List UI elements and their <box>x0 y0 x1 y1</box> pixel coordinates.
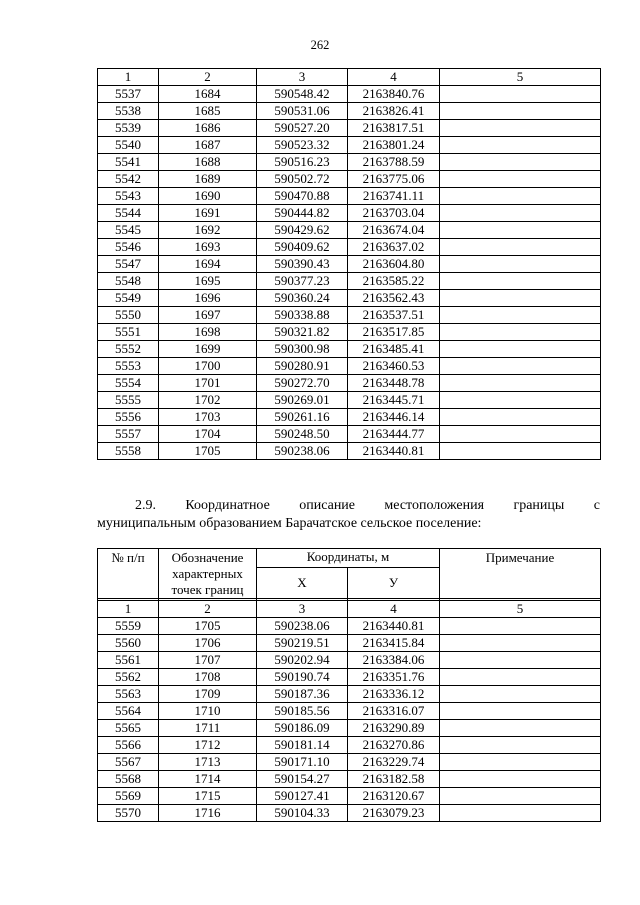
coord-x-cell: 590127.41 <box>257 788 348 805</box>
page-number: 262 <box>310 38 330 52</box>
table-row <box>98 307 601 324</box>
point-number-cell: 5542 <box>98 171 159 188</box>
coord-x-cell: 590185.56 <box>257 703 348 720</box>
column-number-cell: 2 <box>159 69 257 86</box>
coord-x-cell: 590470.88 <box>257 188 348 205</box>
coord-x-cell: 590321.82 <box>257 324 348 341</box>
heading-word: местоположения <box>384 498 485 513</box>
table-row <box>98 754 601 771</box>
table-row <box>98 358 601 375</box>
table-row <box>98 635 601 652</box>
coord-x-cell: 590238.06 <box>257 618 348 635</box>
column-number-cell: 5 <box>440 601 601 618</box>
coord-y-cell: 2163445.71 <box>348 392 440 409</box>
note-cell <box>440 788 601 805</box>
point-number-cell: 5537 <box>98 86 159 103</box>
coord-x-cell: 590238.06 <box>257 443 348 460</box>
coord-y-cell: 2163182.58 <box>348 771 440 788</box>
table-row <box>98 652 601 669</box>
note-cell <box>440 720 601 737</box>
column-number-cell: 5 <box>440 69 601 86</box>
coord-x-cell: 590516.23 <box>257 154 348 171</box>
table-row <box>98 703 601 720</box>
coord-y-cell: 2163703.04 <box>348 205 440 222</box>
coord-x-cell: 590280.91 <box>257 358 348 375</box>
column-number-cell: 4 <box>348 69 440 86</box>
point-number-cell: 5556 <box>98 409 159 426</box>
note-cell <box>440 188 601 205</box>
point-number-cell: 5550 <box>98 307 159 324</box>
note-cell <box>440 154 601 171</box>
coord-y-cell: 2163840.76 <box>348 86 440 103</box>
point-number-cell: 5548 <box>98 273 159 290</box>
boundary-point-cell: 1685 <box>159 103 257 120</box>
note-cell <box>440 171 601 188</box>
note-cell <box>440 635 601 652</box>
coord-y-cell: 2163270.86 <box>348 737 440 754</box>
note-cell <box>440 103 601 120</box>
coord-x-cell: 590261.16 <box>257 409 348 426</box>
heading-word: с <box>593 498 600 513</box>
boundary-point-cell: 1711 <box>159 720 257 737</box>
table-row <box>98 86 601 103</box>
header-num: № п/п <box>98 549 159 599</box>
coord-y-cell: 2163316.07 <box>348 703 440 720</box>
heading-word: описание <box>299 498 356 513</box>
note-cell <box>440 426 601 443</box>
boundary-point-cell: 1693 <box>159 239 257 256</box>
coord-y-cell: 2163537.51 <box>348 307 440 324</box>
table-row <box>98 290 601 307</box>
note-cell <box>440 375 601 392</box>
point-number-cell: 5568 <box>98 771 159 788</box>
boundary-point-cell: 1712 <box>159 737 257 754</box>
point-number-cell: 5544 <box>98 205 159 222</box>
coord-x-cell: 590523.32 <box>257 137 348 154</box>
boundary-point-cell: 1716 <box>159 805 257 822</box>
point-number-cell: 5562 <box>98 669 159 686</box>
point-number-cell: 5565 <box>98 720 159 737</box>
coord-y-cell: 2163229.74 <box>348 754 440 771</box>
point-number-cell: 5545 <box>98 222 159 239</box>
column-number-cell: 4 <box>348 601 440 618</box>
point-number-cell: 5555 <box>98 392 159 409</box>
note-cell <box>440 222 601 239</box>
boundary-point-cell: 1702 <box>159 392 257 409</box>
note-cell <box>440 652 601 669</box>
header-row-1 <box>98 549 601 568</box>
note-cell <box>440 239 601 256</box>
note-cell <box>440 805 601 822</box>
coord-x-cell: 590171.10 <box>257 754 348 771</box>
coord-x-cell: 590190.74 <box>257 669 348 686</box>
coord-y-cell: 2163290.89 <box>348 720 440 737</box>
column-number-row <box>98 69 601 86</box>
boundary-point-cell: 1714 <box>159 771 257 788</box>
boundary-point-cell: 1706 <box>159 635 257 652</box>
boundary-point-cell: 1710 <box>159 703 257 720</box>
point-number-cell: 5553 <box>98 358 159 375</box>
point-number-cell: 5554 <box>98 375 159 392</box>
point-number-cell: 5539 <box>98 120 159 137</box>
note-cell <box>440 256 601 273</box>
table-row <box>98 720 601 737</box>
note-cell <box>440 703 601 720</box>
coord-y-cell: 2163120.67 <box>348 788 440 805</box>
coord-x-cell: 590444.82 <box>257 205 348 222</box>
heading-word: Координатное <box>185 498 270 513</box>
table-row <box>98 443 601 460</box>
coord-x-cell: 590338.88 <box>257 307 348 324</box>
table-row <box>98 805 601 822</box>
boundary-point-cell: 1705 <box>159 618 257 635</box>
table-row <box>98 120 601 137</box>
table-row <box>98 426 601 443</box>
boundary-point-cell: 1684 <box>159 86 257 103</box>
note-cell <box>440 86 601 103</box>
header-designation-line: Обозначение <box>171 550 244 565</box>
coordinates-table-continued <box>97 68 601 460</box>
point-number-cell: 5540 <box>98 137 159 154</box>
coord-y-cell: 2163517.85 <box>348 324 440 341</box>
note-cell <box>440 290 601 307</box>
heading-word: границы <box>513 498 565 513</box>
header-designation <box>159 549 257 599</box>
coord-y-cell: 2163446.14 <box>348 409 440 426</box>
coord-x-cell: 590181.14 <box>257 737 348 754</box>
point-number-cell: 5560 <box>98 635 159 652</box>
boundary-point-cell: 1697 <box>159 307 257 324</box>
point-number-cell: 5547 <box>98 256 159 273</box>
coord-y-cell: 2163788.59 <box>348 154 440 171</box>
note-cell <box>440 409 601 426</box>
table-row <box>98 375 601 392</box>
table-row <box>98 409 601 426</box>
coord-y-cell: 2163336.12 <box>348 686 440 703</box>
boundary-point-cell: 1695 <box>159 273 257 290</box>
boundary-point-cell: 1690 <box>159 188 257 205</box>
coord-x-cell: 590202.94 <box>257 652 348 669</box>
table-row <box>98 392 601 409</box>
point-number-cell: 5551 <box>98 324 159 341</box>
table-row <box>98 103 601 120</box>
boundary-point-cell: 1692 <box>159 222 257 239</box>
boundary-point-cell: 1696 <box>159 290 257 307</box>
point-number-cell: 5541 <box>98 154 159 171</box>
point-number-cell: 5566 <box>98 737 159 754</box>
table-row <box>98 188 601 205</box>
table-row <box>98 222 601 239</box>
header-designation-line: характерных <box>172 566 243 581</box>
boundary-point-cell: 1705 <box>159 443 257 460</box>
table-row <box>98 324 601 341</box>
coord-y-cell: 2163444.77 <box>348 426 440 443</box>
column-number-cell: 2 <box>159 601 257 618</box>
coord-y-cell: 2163741.11 <box>348 188 440 205</box>
note-cell <box>440 686 601 703</box>
coord-y-cell: 2163817.51 <box>348 120 440 137</box>
table-row <box>98 686 601 703</box>
coord-x-cell: 590248.50 <box>257 426 348 443</box>
point-number-cell: 5552 <box>98 341 159 358</box>
point-number-cell: 5564 <box>98 703 159 720</box>
coord-y-cell: 2163448.78 <box>348 375 440 392</box>
coord-x-cell: 590300.98 <box>257 341 348 358</box>
boundary-point-cell: 1700 <box>159 358 257 375</box>
coord-x-cell: 590409.62 <box>257 239 348 256</box>
column-number-cell: 1 <box>98 69 159 86</box>
coord-x-cell: 590527.20 <box>257 120 348 137</box>
boundary-point-cell: 1708 <box>159 669 257 686</box>
section-heading-line1 <box>97 497 600 515</box>
boundary-point-cell: 1699 <box>159 341 257 358</box>
coord-x-cell: 590186.09 <box>257 720 348 737</box>
table2-body <box>98 549 601 822</box>
coord-y-cell: 2163079.23 <box>348 805 440 822</box>
section-heading-line2: муниципальным образованием Барачатское сельское поселение: <box>97 516 482 531</box>
table-row <box>98 737 601 754</box>
point-number-cell: 5557 <box>98 426 159 443</box>
coord-x-cell: 590548.42 <box>257 86 348 103</box>
table-row <box>98 788 601 805</box>
coord-x-cell: 590377.23 <box>257 273 348 290</box>
point-number-cell: 5549 <box>98 290 159 307</box>
column-number-row <box>98 601 601 618</box>
point-number-cell: 5543 <box>98 188 159 205</box>
table-row <box>98 618 601 635</box>
coord-x-cell: 590390.43 <box>257 256 348 273</box>
boundary-point-cell: 1715 <box>159 788 257 805</box>
table-row <box>98 273 601 290</box>
note-cell <box>440 737 601 754</box>
point-number-cell: 5559 <box>98 618 159 635</box>
coord-x-cell: 590531.06 <box>257 103 348 120</box>
boundary-point-cell: 1707 <box>159 652 257 669</box>
coord-y-cell: 2163674.04 <box>348 222 440 239</box>
table-row <box>98 137 601 154</box>
boundary-point-cell: 1691 <box>159 205 257 222</box>
coord-y-cell: 2163440.81 <box>348 618 440 635</box>
note-cell <box>440 137 601 154</box>
boundary-point-cell: 1694 <box>159 256 257 273</box>
note-cell <box>440 771 601 788</box>
coord-y-cell: 2163826.41 <box>348 103 440 120</box>
table-row <box>98 239 601 256</box>
header-x: X <box>257 568 348 599</box>
coord-y-cell: 2163485.41 <box>348 341 440 358</box>
point-number-cell: 5561 <box>98 652 159 669</box>
table-row <box>98 771 601 788</box>
table-row <box>98 341 601 358</box>
column-number-cell: 3 <box>257 601 348 618</box>
note-cell <box>440 392 601 409</box>
header-y: У <box>348 568 440 599</box>
boundary-point-cell: 1704 <box>159 426 257 443</box>
coord-x-cell: 590502.72 <box>257 171 348 188</box>
coord-y-cell: 2163637.02 <box>348 239 440 256</box>
header-coordinates: Координаты, м <box>257 549 440 568</box>
table-row <box>98 669 601 686</box>
coord-y-cell: 2163585.22 <box>348 273 440 290</box>
coord-x-cell: 590187.36 <box>257 686 348 703</box>
coord-x-cell: 590154.27 <box>257 771 348 788</box>
table1-body <box>98 69 601 460</box>
coord-y-cell: 2163460.53 <box>348 358 440 375</box>
coord-y-cell: 2163440.81 <box>348 443 440 460</box>
note-cell <box>440 205 601 222</box>
note-cell <box>440 358 601 375</box>
boundary-point-cell: 1687 <box>159 137 257 154</box>
table-row <box>98 256 601 273</box>
table-row <box>98 205 601 222</box>
boundary-point-cell: 1689 <box>159 171 257 188</box>
column-number-cell: 1 <box>98 601 159 618</box>
point-number-cell: 5538 <box>98 103 159 120</box>
point-number-cell: 5570 <box>98 805 159 822</box>
note-cell <box>440 307 601 324</box>
heading-word: 2.9. <box>135 498 156 513</box>
note-cell <box>440 618 601 635</box>
header-note: Примечание <box>440 549 601 599</box>
note-cell <box>440 754 601 771</box>
point-number-cell: 5567 <box>98 754 159 771</box>
coord-y-cell: 2163415.84 <box>348 635 440 652</box>
coord-y-cell: 2163604.80 <box>348 256 440 273</box>
note-cell <box>440 443 601 460</box>
section-heading <box>97 497 600 533</box>
coord-x-cell: 590429.62 <box>257 222 348 239</box>
coord-x-cell: 590219.51 <box>257 635 348 652</box>
point-number-cell: 5546 <box>98 239 159 256</box>
boundary-point-cell: 1713 <box>159 754 257 771</box>
note-cell <box>440 120 601 137</box>
boundary-point-cell: 1686 <box>159 120 257 137</box>
coord-y-cell: 2163562.43 <box>348 290 440 307</box>
coord-y-cell: 2163775.06 <box>348 171 440 188</box>
point-number-cell: 5563 <box>98 686 159 703</box>
coord-x-cell: 590272.70 <box>257 375 348 392</box>
coord-x-cell: 590360.24 <box>257 290 348 307</box>
boundary-point-cell: 1698 <box>159 324 257 341</box>
point-number-cell: 5558 <box>98 443 159 460</box>
note-cell <box>440 273 601 290</box>
coord-x-cell: 590104.33 <box>257 805 348 822</box>
coord-y-cell: 2163801.24 <box>348 137 440 154</box>
point-number-cell: 5569 <box>98 788 159 805</box>
boundary-point-cell: 1701 <box>159 375 257 392</box>
coord-y-cell: 2163351.76 <box>348 669 440 686</box>
boundary-point-cell: 1703 <box>159 409 257 426</box>
header-designation-line: точек границ <box>171 582 244 597</box>
note-cell <box>440 324 601 341</box>
boundary-point-cell: 1709 <box>159 686 257 703</box>
coord-x-cell: 590269.01 <box>257 392 348 409</box>
coordinates-table <box>97 548 601 822</box>
table-row <box>98 171 601 188</box>
boundary-point-cell: 1688 <box>159 154 257 171</box>
note-cell <box>440 341 601 358</box>
note-cell <box>440 669 601 686</box>
table-row <box>98 154 601 171</box>
coord-y-cell: 2163384.06 <box>348 652 440 669</box>
column-number-cell: 3 <box>257 69 348 86</box>
